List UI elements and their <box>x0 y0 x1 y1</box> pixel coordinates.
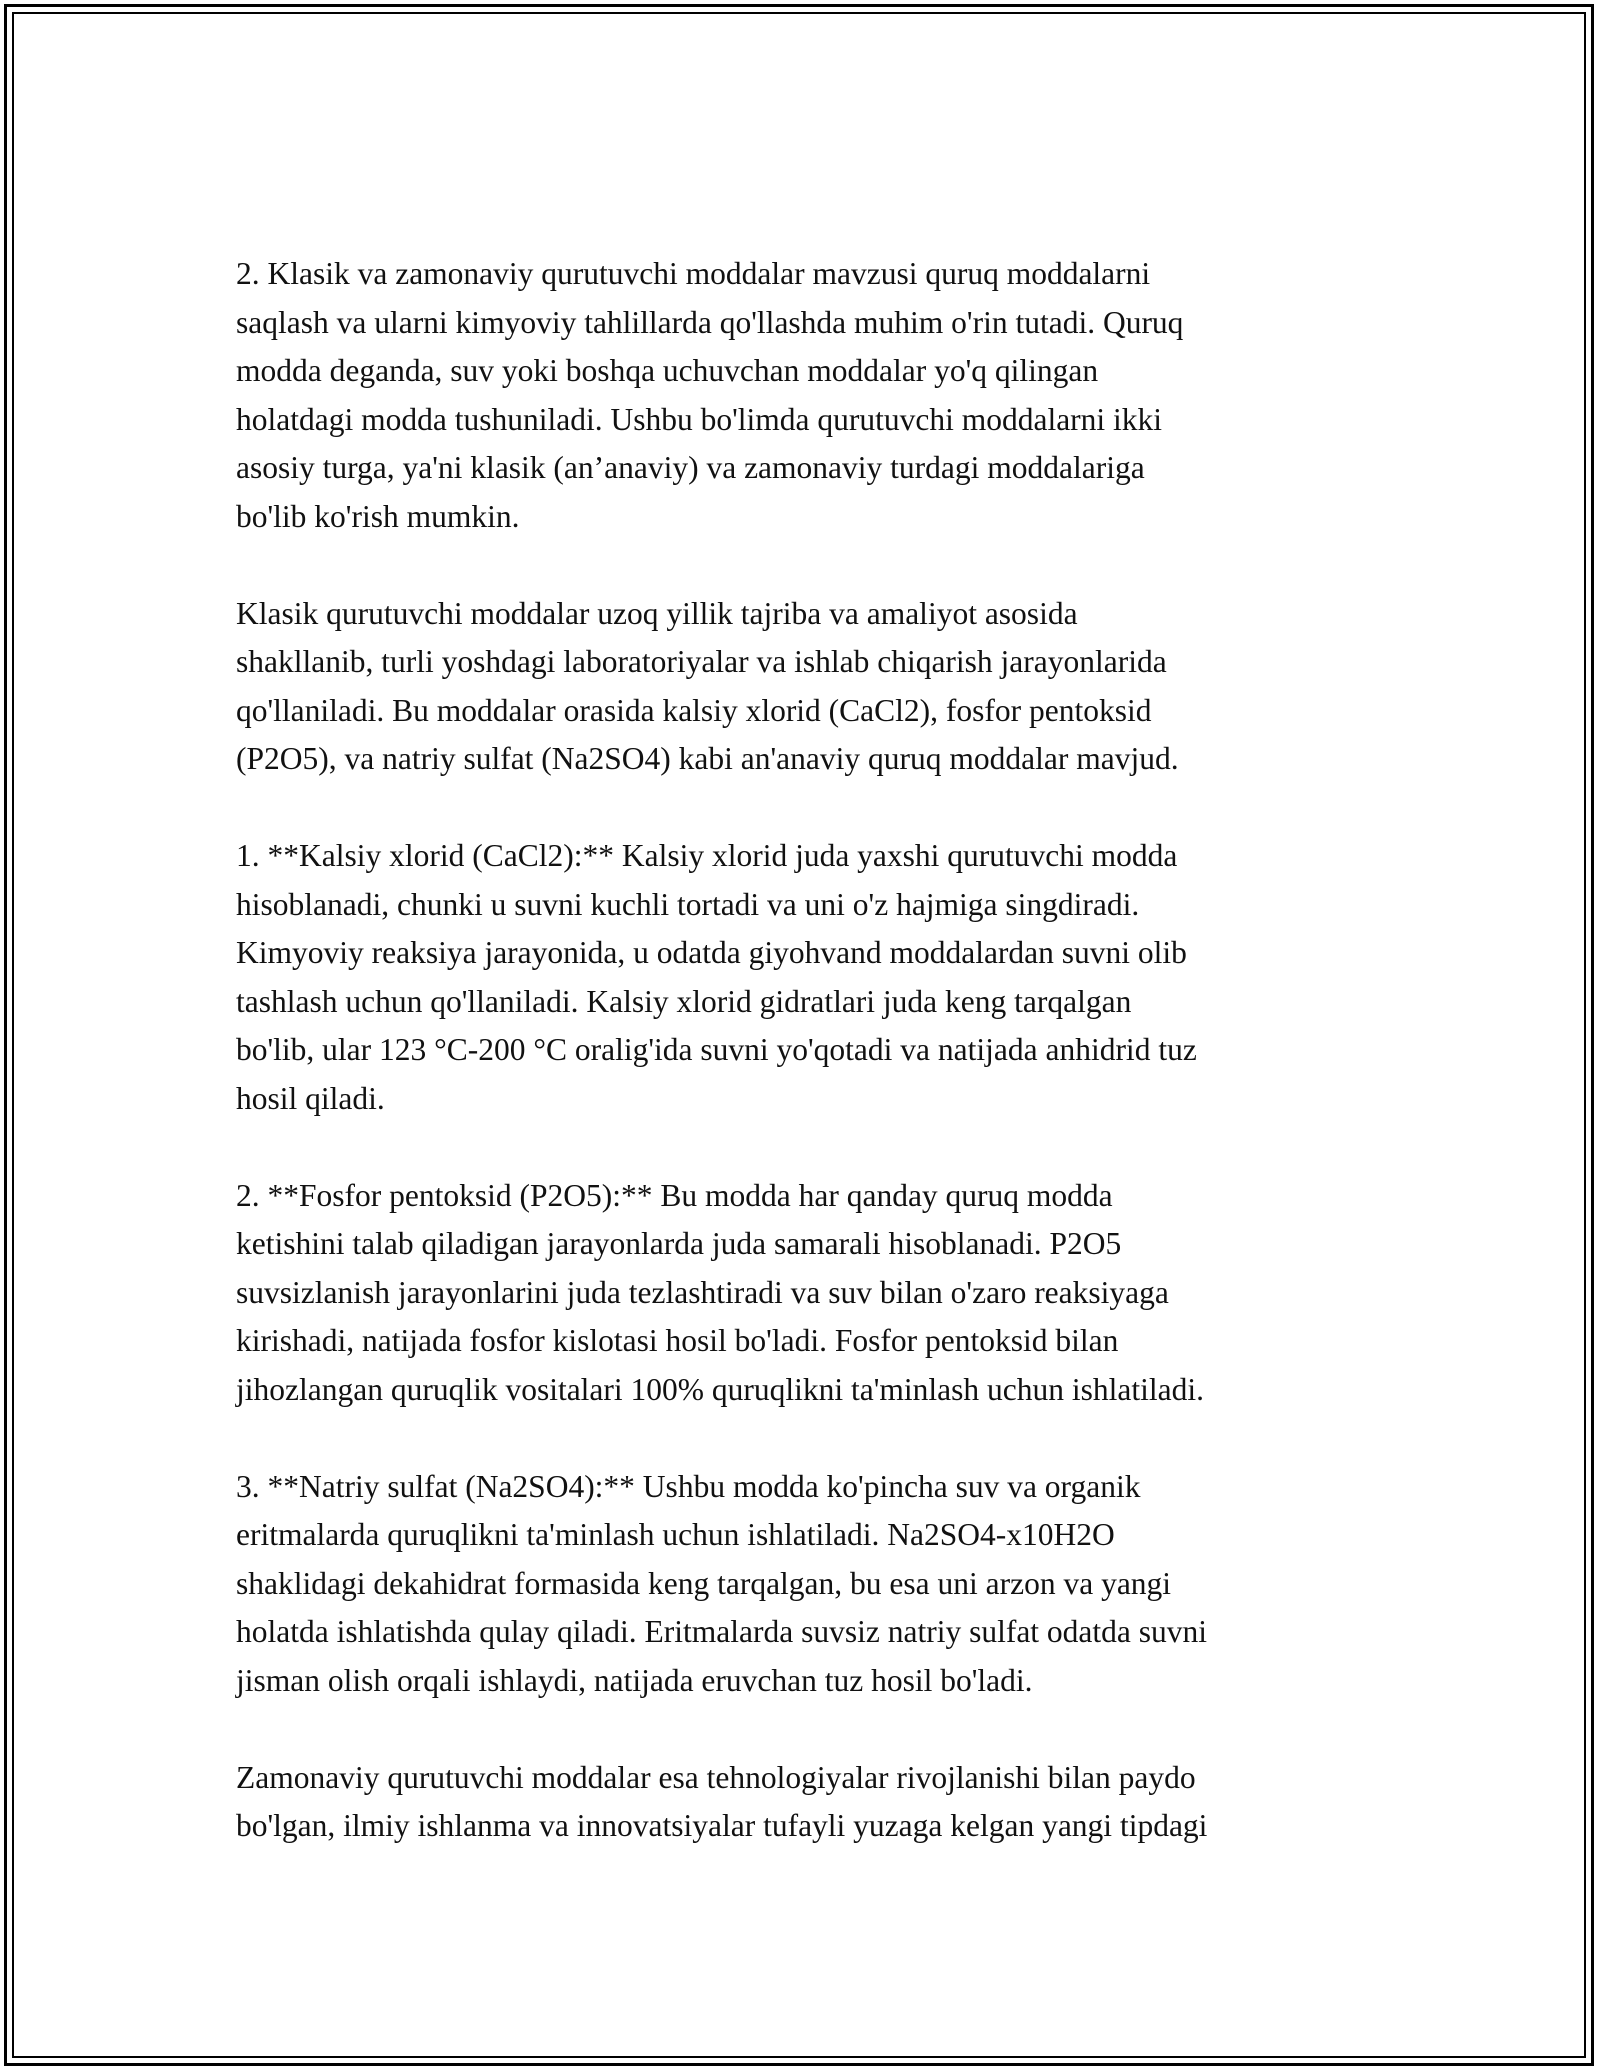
text-line: tashlash uchun qo'llaniladi. Kalsiy xlorid gidratlari juda keng tarqalgan <box>236 983 1132 1019</box>
paragraph <box>236 1463 1386 1706</box>
text-line: (P2O5), va natriy sulfat (Na2SO4) kabi an'anaviy quruq moddalar mavjud. <box>236 741 1179 776</box>
paragraph <box>236 1172 1386 1415</box>
text-line: jisman olish orqali ishlaydi, natijada eruvchan tuz hosil bo'ladi. <box>236 1662 1033 1698</box>
text-line: suvsizlanish jarayonlarini juda tezlashtiradi va suv bilan o'zaro reaksiyaga <box>236 1274 1169 1310</box>
text-line: bo'lib, ular 123 °C-200 °C oralig'ida suvni yo'qotadi va natijada anhidrid tuz <box>236 1032 1197 1067</box>
paragraph <box>236 1754 1386 1851</box>
text-line: shaklidagi dekahidrat formasida keng tarqalgan, bu esa uni arzon va yangi <box>236 1565 1172 1601</box>
text-line: Kimyoviy reaksiya jarayonida, u odatda giyohvand moddalardan suvni olib <box>236 935 1187 970</box>
text-line: jihozlangan quruqlik vositalari 100% quruqlikni ta'minlash uchun ishlatiladi. <box>236 1371 1205 1407</box>
paragraph <box>236 832 1386 1123</box>
paragraph <box>236 590 1386 784</box>
text-line: Zamonaviy qurutuvchi moddalar esa tehnologiyalar rivojlanishi bilan paydo <box>236 1759 1196 1795</box>
text-line: kirishadi, natijada fosfor kislotasi hosil bo'ladi. Fosfor pentoksid bilan <box>236 1323 1119 1358</box>
text-line: saqlash va ularni kimyoviy tahlillarda qo'llashda muhim o'rin tutadi. Quruq <box>236 304 1184 340</box>
text-line: 1. **Kalsiy xlorid (CaCl2):** Kalsiy xlorid juda yaxshi qurutuvchi modda <box>236 838 1178 873</box>
text-line: hisoblanadi, chunki u suvni kuchli tortadi va uni o'z hajmiga singdiradi. <box>236 886 1140 922</box>
text-line: holatda ishlatishda qulay qiladi. Eritmalarda suvsiz natriy sulfat odatda suvni <box>236 1614 1208 1649</box>
text-line: 2. **Fosfor pentoksid (P2O5):** Bu modda har qanday quruq modda <box>236 1177 1113 1213</box>
text-line: Klasik qurutuvchi moddalar uzoq yillik tajriba va amaliyot asosida <box>236 595 1078 631</box>
text-line: 3. **Natriy sulfat (Na2SO4):** Ushbu modda ko'pincha suv va organik <box>236 1468 1141 1504</box>
paragraph <box>236 250 1386 541</box>
text-line: bo'lgan, ilmiy ishlanma va innovatsiyalar tufayli yuzaga kelgan yangi tipdagi <box>236 1808 1208 1843</box>
text-line: 2. Klasik va zamonaviy qurutuvchi moddalar mavzusi quruq moddalarni <box>236 256 1151 291</box>
text-line: ketishini talab qiladigan jarayonlarda juda samarali hisoblanadi. P2O5 <box>236 1226 1122 1261</box>
text-line: eritmalarda quruqlikni ta'minlash uchun ishlatiladi. Na2SO4-x10H2O <box>236 1517 1115 1552</box>
text-line: modda deganda, suv yoki boshqa uchuvchan moddalar yo'q qilingan <box>236 353 1099 388</box>
text-line: holatdagi modda tushuniladi. Ushbu bo'limda qurutuvchi moddalarni ikki <box>236 401 1163 437</box>
text-line: qo'llaniladi. Bu moddalar orasida kalsiy xlorid (CaCl2), fosfor pentoksid <box>236 692 1152 728</box>
text-line: hosil qiladi. <box>236 1080 385 1116</box>
document-body <box>236 250 1386 1899</box>
text-line: shakllanib, turli yoshdagi laboratoriyalar va ishlab chiqarish jarayonlarida <box>236 644 1167 679</box>
text-line: asosiy turga, ya'ni klasik (an’anaviy) va zamonaviy turdagi moddalariga <box>236 450 1145 485</box>
text-line: bo'lib ko'rish mumkin. <box>236 498 520 534</box>
